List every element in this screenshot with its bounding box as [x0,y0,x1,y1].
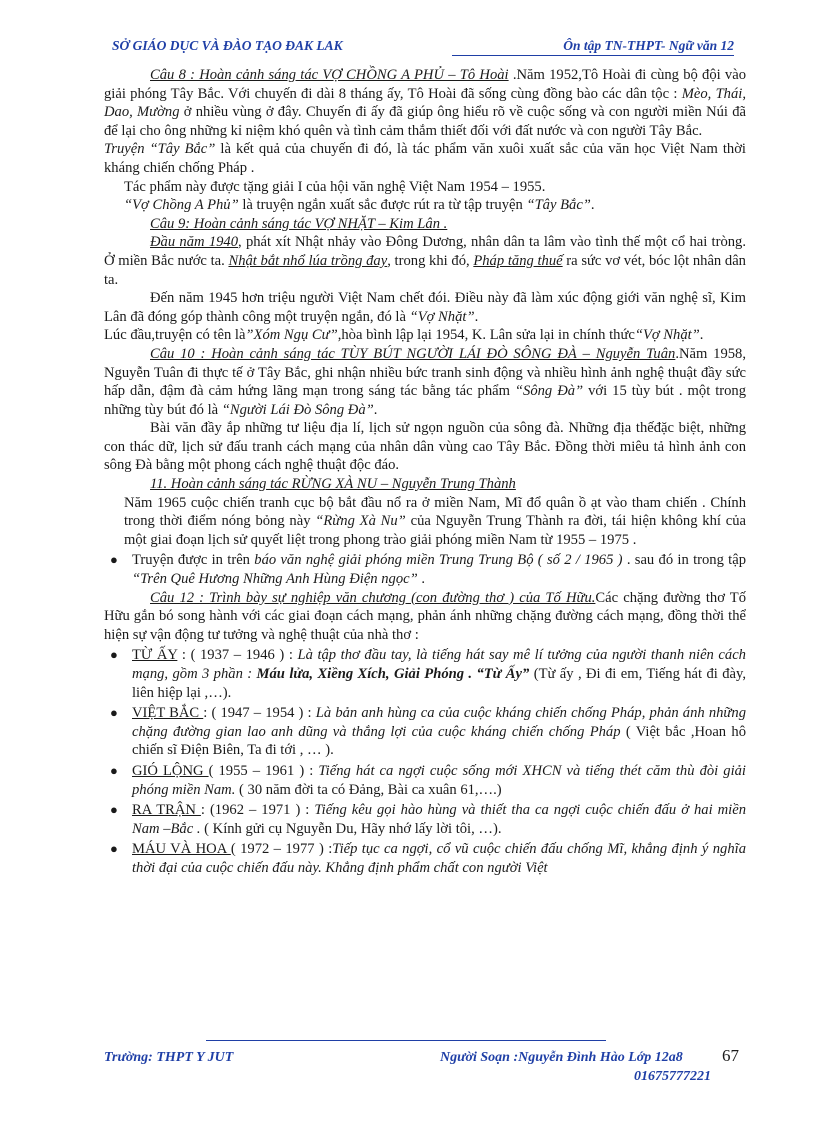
s10-paragraph-1: Câu 10 : Hoàn cảnh sáng tác TÙY BÚT NGƯỜI LÁI ĐÒ SÔNG ĐÀ – Nguyễn Tuân.Năm 1958, Nguyễn Tuân đi thực tế ở Tây Bắc, ghi nhận nhiều bức tranh sinh động và nhiều hình ảnh nghệ thuật đầy sức hấp dẫn, đậm đà cảm hứng lãng mạn trong sáng tác bằng tác phẩm “Sông Đà” với 15 tùy bút . một trong những tùy bút đó là “Người Lái Đò Sông Đà”. [104,345,747,418]
footer-author: Người Soạn :Nguyễn Đình Hào Lớp 12a8 [440,1050,683,1065]
s12-item-gio-long: ● GIÓ LỘNG ( 1955 – 1961 ) : Tiếng hát ca ngợi cuộc sống mới XHCN và tiếng thét căm thù đòi giải phóng miền Nam. ( 30 năm đời ta có Đảng, Bài ca xuân 61,….) [110,762,746,798]
bullet-dot-icon: ● [110,705,118,721]
s12-paragraph-1: Câu 12 : Trình bày sự nghiệp văn chương (con đường thơ ) của Tố Hữu.Các chặng đường thơ Tố Hữu gắn bó song hành với các giai đoạn cách mạng, phản ánh những chặng đường cách mạng, đồng thời thể hiện sự vận động tư tưởng và nghệ thuật của nhà thơ : [104,589,746,643]
s9-paragraph-3: Lúc đầu,truyện có tên là”Xóm Ngụ Cư”,hòa bình lập lại 1954, K. Lân sửa lại in chính thức“Vợ Nhặt”. [104,327,704,344]
bullet-dot-icon: ● [110,802,118,818]
document-body [104,66,746,878]
s10-paragraph-2: Bài văn đầy ắp những tư liệu địa lí, lịch sử ngọn nguồn của sông đà. Những địa thếđặc biệt, những con thác dữ, lịch sử đấu tranh cách mạng của nhân dân vùng cao Tây Bắc. Đồng thời miêu tả hình ảnh con sông Đà bằng một phong cách nghệ thuật độc đáo. [104,420,746,474]
footer-phone: 01675777221 [634,1069,711,1084]
s9-paragraph-1: Đầu năm 1940, phát xít Nhật nhảy vào Đông Dương, nhân dân ta lâm vào tình thế một cổ hai tròng. Ở miền Bắc nước ta. Nhật bắt nhổ lúa trồng đay, trong khi đó, Pháp tăng thuế ra sức vơ vét, bóc lột nhân dân ta. [104,234,746,288]
bullet-dot-icon: ● [110,841,118,857]
s9-title-line [104,215,746,234]
s12-item-mau-va-hoa: ● MÁU VÀ HOA ( 1972 – 1977 ) :Tiếp tục ca ngợi, cổ vũ cuộc chiến đấu chống Mĩ, khẳng định ý nghĩa thời đại của cuộc chiến đấu này. Khẳng định phẩm chất con người Việt [110,841,746,876]
s12-item-viet-bac: ● VIỆT BẮC : ( 1947 – 1954 ) : Là bản anh hùng ca của cuộc kháng chiến chống Pháp, phản ánh những chặng đường gian lao anh dũng và thắng lợi của cuộc kháng chiến chống Pháp ( Việt bắc ,Hoan hô chiến sĩ Điện Biên, Ta đi tới , … ). [110,705,746,759]
s12-item-tu-ay: ● TỪ ẤY : ( 1937 – 1946 ) : Là tập thơ đầu tay, là tiếng hát say mê lí tưởng của người thanh niên cách mạng, gồm 3 phần : Máu lửa, Xiềng Xích, Giải Phóng . “Từ Ấy” (Từ ấy , Đi đi em, Tiếng hát đi đày, liên hiệp lại ,…). [110,647,747,701]
footer-school: Trường: THPT Y JUT [104,1050,234,1065]
s12-item-ra-tran: ● RA TRẬN : (1962 – 1971 ) : Tiếng kêu gọi hào hùng và thiết tha ca ngợi cuộc chiến đấu ở hai miền Nam –Bắc . ( Kính gửi cụ Nguyễn Du, Hãy nhớ lấy lời tôi, …). [110,802,746,837]
s9-title: Câu 9: Hoàn cảnh sáng tác VỢ NHẶT – Kim Lân . [150,215,448,232]
s10-title: Câu 10 : Hoàn cảnh sáng tác TÙY BÚT NGƯỜI LÁI ĐÒ SÔNG ĐÀ – Nguyễn Tuân [150,345,676,362]
bullet-dot-icon: ● [110,552,118,568]
bullet-dot-icon: ● [110,647,118,663]
header-subject: Ôn tập TN-THPT- Ngữ văn 12 [452,38,734,56]
s9-paragraph-2: Đến năm 1945 hơn triệu người Việt Nam chết đói. Điều này đã làm xúc động giới văn nghệ sĩ, Kim Lân đã đóng góp thành công một truyện ngắn, đó là “Vợ Nhặt”. [104,290,746,325]
s8-paragraph-4: “Vợ Chồng A Phủ” là truyện ngắn xuất sắc được rút ra từ tập truyện “Tây Bắc”. [124,197,595,214]
s8-paragraph-2: Truyện “Tây Bắc” là kết quả của chuyến đi đó, là tác phẩm văn xuôi xuất sắc của văn học Việt Nam thời kháng chiến chống Pháp . [104,141,746,176]
s11-paragraph-1: Năm 1965 cuộc chiến tranh cục bộ bắt đầu nổ ra ở miền Nam, Mĩ đổ quân ồ ạt vào tham chiến . Chính trong thời điểm nóng bỏng này “Rừng Xà Nu” của Nguyễn Trung Thành ra đời, tái hiện không khí của một giai đoạn lịch sử quyết liệt trong phong trào giải phóng miền Nam từ 1955 – 1975 . [124,494,746,548]
s8-paragraph-1: Câu 8 : Hoàn cảnh sáng tác VỢ CHỒNG A PHỦ – Tô Hoài .Năm 1952,Tô Hoài đi cùng bộ đội vào giải phóng Tây Bắc. Với chuyến đi dài 8 tháng ấy, Tô Hoài đã sống cùng đồng bào các dân tộc : Mèo, Thái, Dao, Mường ở nhiều vùng ở đây. Chuyến đi ấy đã giúp ông hiểu rõ về cuộc sống và con người miền Núi đã để lại cho ông những kỉ niệm khó quên và tình cảm thắm thiết đối với đất nước và con người Tây Bắc. [104,67,746,139]
page-number: 67 [722,1046,739,1065]
s12-title: Câu 12 : Trình bày sự nghiệp văn chương (con đường thơ ) của Tố Hữu. [150,589,596,606]
s8-title: Câu 8 : Hoàn cảnh sáng tác VỢ CHỒNG A PHỦ – Tô Hoài [150,67,509,83]
s11-bullet-1: ● Truyện được in trên báo văn nghệ giải phóng miền Trung Trung Bộ ( số 2 / 1965 ) . sau đó in trong tập “Trên Quê Hương Những Anh Hùng Điện ngọc” . [110,552,746,588]
footer-divider [206,1040,606,1041]
header-department: SỞ GIÁO DỤC VÀ ĐÀO TẠO ĐAK LAK [112,38,343,53]
s8-paragraph-3: Tác phẩm này được tặng giải I của hội văn nghệ Việt Nam 1954 – 1955. [124,178,546,195]
s11-title-line [104,475,746,494]
bullet-dot-icon: ● [110,762,118,778]
s11-title: 11. Hoàn cảnh sáng tác RỪNG XÀ NU – Nguyễn Trung Thành [150,476,516,493]
